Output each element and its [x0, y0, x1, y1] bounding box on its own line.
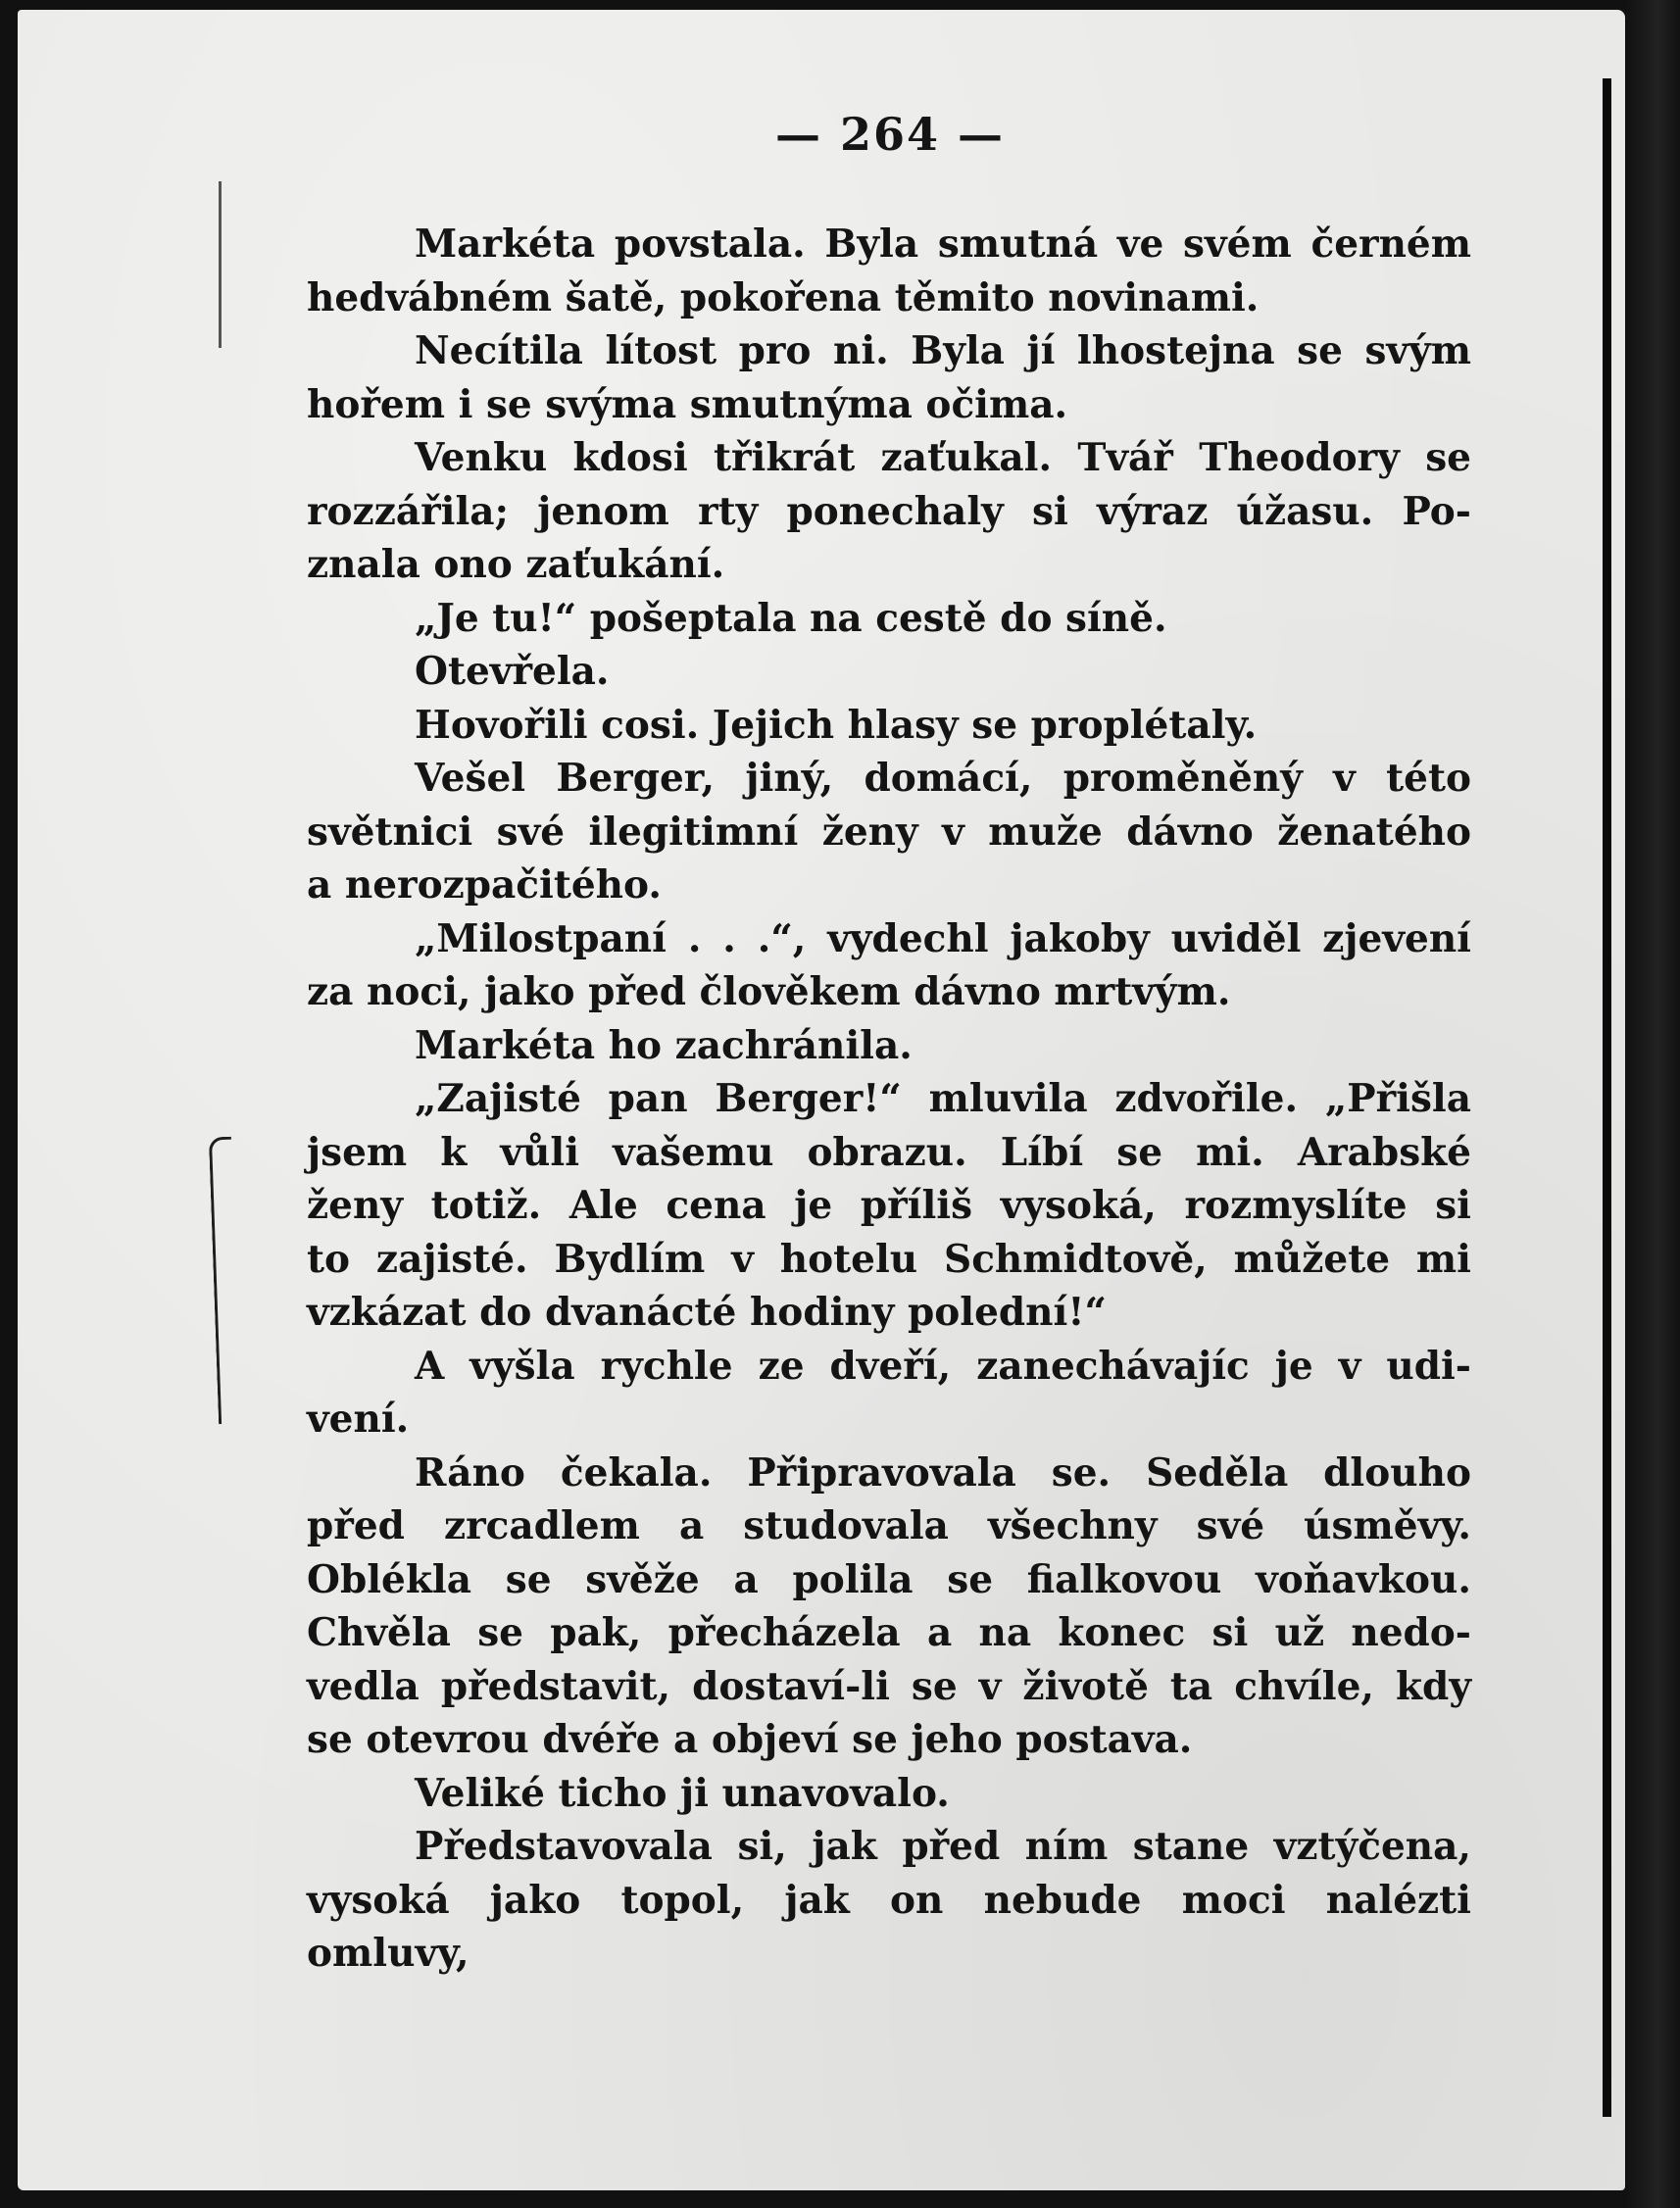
text-line: Vešel Berger, jiný, domácí, proměněný v této: [415, 756, 1471, 801]
text-line: Ráno čekala. Připravovala se. Seděla dlouho: [415, 1449, 1471, 1496]
margin-bracket-mark: [209, 1137, 241, 1425]
scan-edge-shadow: [1625, 0, 1680, 2208]
page-number: — 264 —: [774, 108, 1006, 161]
text-line: „Je tu!“ pošeptala na cestě do síně.: [415, 595, 1167, 641]
text-line: Markéta povstala. Byla smutná ve svém černém: [415, 221, 1471, 267]
text-line: vysoká jako topol, jak on nebude moci nalézti: [307, 1877, 1471, 1923]
text-line: se otevrou dvéře a objeví se jeho postava.: [307, 1717, 1193, 1762]
text-line: vedla představit, dostaví-li se v životě ta chvíle, kdy: [307, 1663, 1471, 1709]
text-line: Hovořili cosi. Jejich hlasy se proplétaly.: [415, 702, 1258, 748]
text-line: ženy totiž. Ale cena je příliš vysoká, rozmyslíte si: [307, 1183, 1471, 1228]
text-line: Venku kdosi třikrát zaťukal. Tvář Theodory se: [415, 435, 1471, 480]
text-line: a nerozpačitého.: [307, 862, 662, 908]
text-line: Veliké ticho ji unavovalo.: [415, 1770, 950, 1816]
text-line: Necítila lítost pro ni. Byla jí lhostejna se svým: [415, 328, 1471, 373]
text-line: za noci, jako před člověkem dávno mrtvým.: [307, 969, 1231, 1014]
text-line: před zrcadlem a studovala všechny své úsměvy.: [307, 1503, 1471, 1548]
text-line: omluvy,: [307, 1931, 469, 1976]
margin-pencil-mark: [219, 181, 222, 348]
binding-edge-line: [1603, 78, 1611, 2117]
body-text: [307, 218, 1471, 1981]
text-line: „Zajisté pan Berger!“ mluvila zdvořile. „Přišla: [415, 1076, 1471, 1121]
text-line: Otevřela.: [415, 649, 610, 694]
text-line: rozzářila; jenom rty ponechaly si výraz úžasu. Po-: [307, 488, 1471, 534]
text-line: vzkázat do dvanácté hodiny polední!“: [307, 1290, 1107, 1335]
text-line: Chvěla se pak, přecházela a na konec si už nedo-: [307, 1610, 1471, 1655]
text-line: znala ono zaťukání.: [307, 542, 725, 587]
text-line: světnici své ilegitimní ženy v muže dávno ženatého: [307, 809, 1471, 855]
text-line: vení.: [307, 1397, 410, 1442]
text-line: A vyšla rychle ze dveří, zanechávajíc je v udi-: [415, 1343, 1471, 1389]
text-line: Markéta ho zachránila.: [415, 1022, 913, 1068]
text-line: to zajisté. Bydlím v hotelu Schmidtově, můžete mi: [307, 1236, 1471, 1282]
text-line: hořem i se svýma smutnýma očima.: [307, 381, 1068, 427]
text-line: Představovala si, jak před ním stane vztýčena,: [415, 1824, 1471, 1869]
book-page: [18, 10, 1625, 2190]
text-line: hedvábném šatě, pokořena těmito novinami.: [307, 274, 1260, 320]
text-line: jsem k vůli vašemu obrazu. Líbí se mi. Arabské: [307, 1129, 1471, 1175]
text-line: „Milostpaní . . .“, vydechl jakoby uviděl zjevení: [415, 915, 1471, 961]
text-line: Oblékla se svěže a polila se fialkovou voňavkou.: [307, 1556, 1471, 1602]
